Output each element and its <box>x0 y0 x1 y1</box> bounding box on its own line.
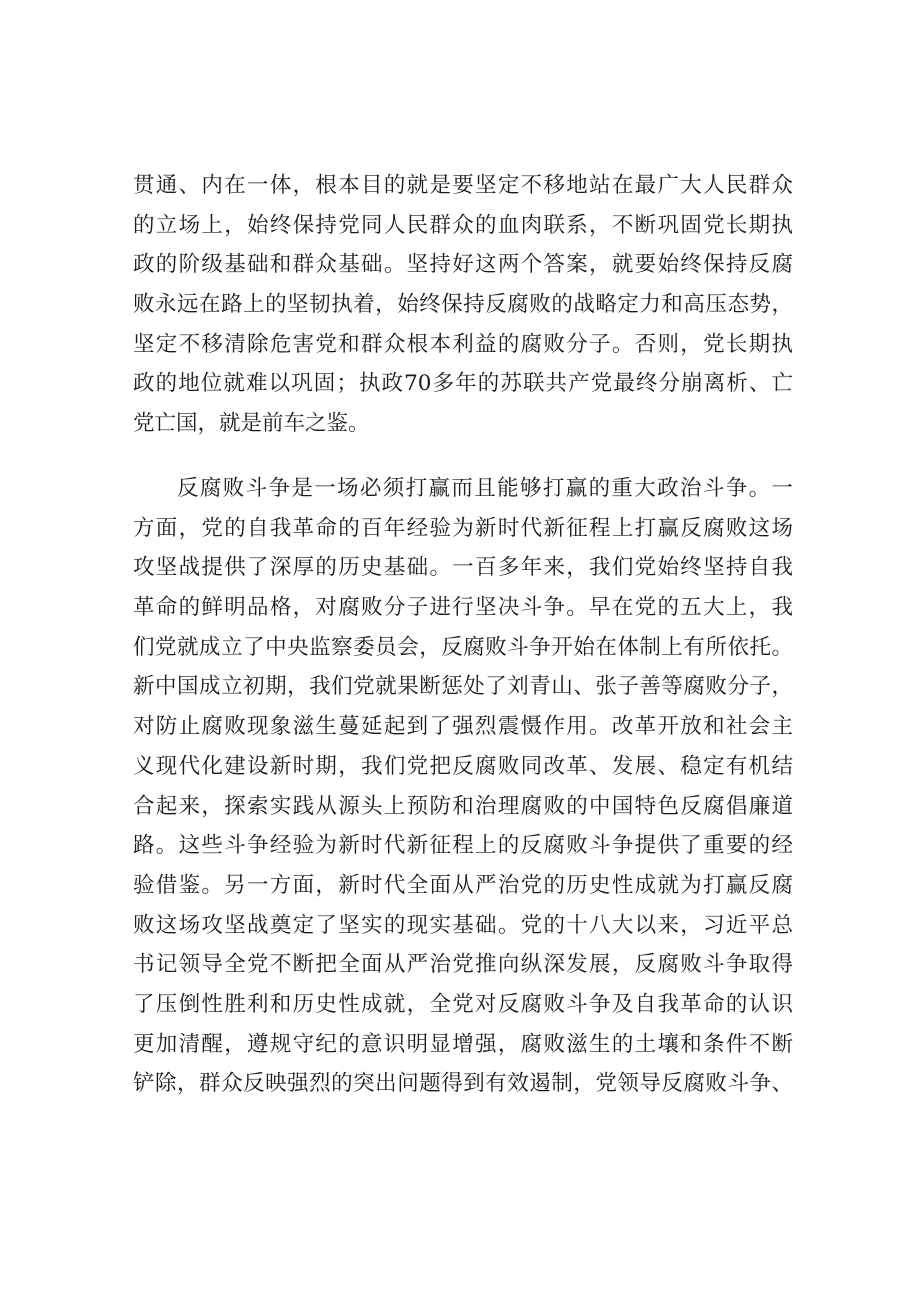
text-line: 了压倒性胜利和历史性成就，全党对反腐败斗争及自我革命的认识 <box>133 991 793 1017</box>
text-line: 义现代化建设新时期，我们党把反腐败同改革、发展、稳定有机结 <box>133 753 793 779</box>
text-line: 政的阶级基础和群众基础。坚持好这两个答案，就要始终保持反腐 <box>133 252 793 278</box>
text-line: 党亡国，就是前车之鉴。 <box>133 411 370 437</box>
text-line: 政的地位就难以巩固；执政70多年的苏联共产党最终分崩离析、亡 <box>133 371 793 397</box>
text-line: 革命的鲜明品格，对腐败分子进行坚决斗争。早在党的五大上，我 <box>133 595 793 621</box>
text-line: 坚定不移清除危害党和群众根本利益的腐败分子。否则，党长期执 <box>133 331 793 357</box>
text-line: 铲除，群众反映强烈的突出问题得到有效遏制，党领导反腐败斗争、 <box>133 1071 793 1097</box>
text-line: 合起来，探索实践从源头上预防和治理腐败的中国特色反腐倡廉道 <box>133 793 793 819</box>
text-line: 贯通、内在一体，根本目的就是要坚定不移地站在最广大人民群众 <box>133 173 793 198</box>
paragraph-1 <box>133 166 793 444</box>
text-line: 反腐败斗争是一场必须打赢而且能够打赢的重大政治斗争。一 <box>177 476 793 501</box>
text-line: 对防止腐败现象滋生蔓延起到了强烈震慑作用。改革开放和社会主 <box>133 714 793 740</box>
text-line: 更加清醒，遵规守纪的意识明显增强，腐败滋生的土壤和条件不断 <box>133 1031 793 1057</box>
text-line: 验借鉴。另一方面，新时代全面从严治党的历史性成就为打赢反腐 <box>133 872 793 898</box>
text-line: 败这场攻坚战奠定了坚实的现实基础。党的十八大以来，习近平总 <box>133 912 793 938</box>
text-line: 攻坚战提供了深厚的历史基础。一百多年来，我们党始终坚持自我 <box>133 555 793 581</box>
text-line: 书记领导全党不断把全面从严治党推向纵深发展，反腐败斗争取得 <box>133 952 793 978</box>
text-line: 们党就成立了中央监察委员会，反腐败斗争开始在体制上有所依托。 <box>133 634 793 660</box>
paragraph-2 <box>133 469 793 1104</box>
text-line: 路。这些斗争经验为新时代新征程上的反腐败斗争提供了重要的经 <box>133 833 793 859</box>
text-line: 的立场上，始终保持党同人民群众的血肉联系，不断巩固党长期执 <box>133 212 793 238</box>
text-line: 败永远在路上的坚韧执着，始终保持反腐败的战略定力和高压态势， <box>133 292 793 318</box>
text-line: 方面，党的自我革命的百年经验为新时代新征程上打赢反腐败这场 <box>133 515 793 541</box>
text-line: 新中国成立初期，我们党就果断惩处了刘青山、张子善等腐败分子， <box>133 674 793 700</box>
